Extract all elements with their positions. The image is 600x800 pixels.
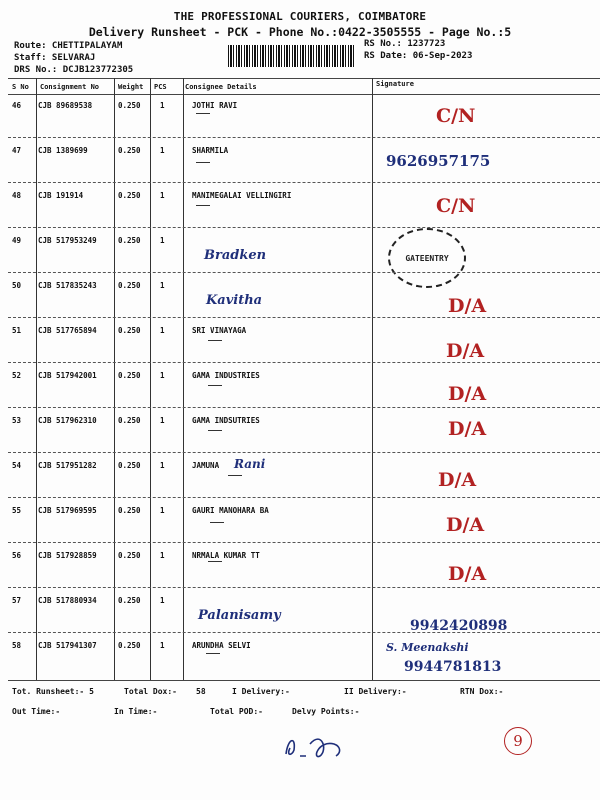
row-pcs: 1 xyxy=(160,416,165,425)
dash-mark xyxy=(208,340,222,341)
table-row xyxy=(0,185,600,230)
row-pcs: 1 xyxy=(160,236,165,245)
row-consignment: CJB 517962310 xyxy=(38,416,97,425)
row-weight: 0.250 xyxy=(118,146,141,155)
barcode xyxy=(228,45,356,67)
row-sno: 57 xyxy=(12,596,22,605)
row-weight: 0.250 xyxy=(118,326,141,335)
row-consignee: NRMALA KUMAR TT xyxy=(192,551,260,560)
handwritten-name: Rani xyxy=(234,457,266,471)
dash-mark xyxy=(208,430,222,431)
row-consignment: CJB 517835243 xyxy=(38,281,97,290)
row-sno: 52 xyxy=(12,371,22,380)
row-divider xyxy=(8,542,600,543)
table-row xyxy=(0,500,600,545)
page-number-mark: 9 xyxy=(504,727,532,755)
table-row xyxy=(0,275,600,320)
signature-mark: 9626957175 xyxy=(386,152,491,170)
table-row xyxy=(0,410,600,455)
table-row xyxy=(0,545,600,590)
row-consignee: ARUNDHA SELVI xyxy=(192,641,251,650)
header-sno: S No xyxy=(12,83,29,91)
row-consignment: CJB 89689538 xyxy=(38,101,93,110)
row-sno: 47 xyxy=(12,146,22,155)
row-sno: 54 xyxy=(12,461,22,470)
row-weight: 0.250 xyxy=(118,461,141,470)
table-row xyxy=(0,140,600,185)
row-pcs: 1 xyxy=(160,281,165,290)
signature-mark: D/A xyxy=(448,418,487,440)
row-sno: 49 xyxy=(12,236,22,245)
row-sno: 58 xyxy=(12,641,22,650)
table-bottom-border xyxy=(8,680,600,681)
table-row xyxy=(0,365,600,410)
staff-signature xyxy=(282,726,352,766)
row-pcs: 1 xyxy=(160,191,165,200)
row-sno: 48 xyxy=(12,191,22,200)
rs-number: RS No.: 1237723 xyxy=(364,39,446,49)
i-delivery: I Delivery:- xyxy=(232,687,290,696)
dash-mark xyxy=(206,653,220,654)
row-divider xyxy=(8,317,600,318)
dash-mark xyxy=(196,205,210,206)
row-pcs: 1 xyxy=(160,101,165,110)
rs-date: RS Date: 06-Sep-2023 xyxy=(364,51,473,61)
handwritten-name: Palanisamy xyxy=(198,608,281,623)
row-divider xyxy=(8,587,600,588)
tot-runsheet: Tot. Runsheet:- 5 xyxy=(12,687,94,696)
row-weight: 0.250 xyxy=(118,506,141,515)
row-consignment: CJB 191914 xyxy=(38,191,84,200)
row-divider xyxy=(8,227,600,228)
row-weight: 0.250 xyxy=(118,416,141,425)
row-divider xyxy=(8,452,600,453)
signature-mark: D/A xyxy=(448,295,487,317)
out-time: Out Time:- xyxy=(12,707,61,716)
row-consignment: CJB 1389699 xyxy=(38,146,88,155)
row-pcs: 1 xyxy=(160,461,165,470)
row-weight: 0.250 xyxy=(118,641,141,650)
row-sno: 46 xyxy=(12,101,22,110)
row-sno: 55 xyxy=(12,506,22,515)
dash-mark xyxy=(196,162,210,163)
row-weight: 0.250 xyxy=(118,551,141,560)
row-consignment: CJB 517953249 xyxy=(38,236,97,245)
header-consignee: Consignee Details xyxy=(185,83,257,91)
row-divider xyxy=(8,632,600,633)
row-consignment: CJB 517765894 xyxy=(38,326,97,335)
row-weight: 0.250 xyxy=(118,371,141,380)
signature-mark: C/N xyxy=(436,195,476,217)
signature-mark: D/A xyxy=(446,340,485,362)
row-sno: 51 xyxy=(12,326,22,335)
row-consignee: JOTHI RAVI xyxy=(192,101,238,110)
row-divider xyxy=(8,497,600,498)
row-sno: 53 xyxy=(12,416,22,425)
total-dox-value: 58 xyxy=(196,687,206,696)
row-divider xyxy=(8,182,600,183)
in-time: In Time:- xyxy=(114,707,158,716)
row-consignee: SHARMILA xyxy=(192,146,229,155)
row-weight: 0.250 xyxy=(118,281,141,290)
row-pcs: 1 xyxy=(160,146,165,155)
signature-mark: D/A xyxy=(438,469,477,491)
dash-mark xyxy=(210,522,224,523)
row-pcs: 1 xyxy=(160,326,165,335)
company-title: THE PROFESSIONAL COURIERS, COIMBATORE xyxy=(173,10,427,23)
header-consignment: Consignment No xyxy=(40,83,100,91)
stamp-text-1: GATE xyxy=(405,253,425,263)
row-sno: 50 xyxy=(12,281,22,290)
staff-label: Staff: SELVARAJ xyxy=(14,53,96,63)
row-sno: 56 xyxy=(12,551,22,560)
row-pcs: 1 xyxy=(160,506,165,515)
header-signature: Signature xyxy=(376,80,414,88)
dash-mark xyxy=(208,385,222,386)
row-pcs: 1 xyxy=(160,371,165,380)
dash-mark xyxy=(228,475,242,476)
header-pcs: PCS xyxy=(154,83,167,91)
signature-mark: D/A xyxy=(448,383,487,405)
drs-number: DRS No.: DCJB123772305 xyxy=(14,65,134,75)
row-consignment: CJB 517942001 xyxy=(38,371,97,380)
handwritten-name: S. Meenakshi xyxy=(386,641,469,654)
total-dox-label: Total Dox:- xyxy=(124,687,177,696)
row-consignee: GAMA INDUSTRIES xyxy=(192,371,260,380)
row-consignment: CJB 517928859 xyxy=(38,551,97,560)
handwritten-name: Bradken xyxy=(204,248,267,263)
row-pcs: 1 xyxy=(160,641,165,650)
row-weight: 0.250 xyxy=(118,596,141,605)
table-row xyxy=(0,95,600,140)
dash-mark xyxy=(208,561,222,562)
table-row xyxy=(0,635,600,680)
row-pcs: 1 xyxy=(160,551,165,560)
signature-mark: C/N xyxy=(436,105,476,127)
row-divider xyxy=(8,362,600,363)
delvy-points: Delvy Points:- xyxy=(292,707,360,716)
table-row xyxy=(0,230,600,275)
row-weight: 0.250 xyxy=(118,191,141,200)
runsheet-subtitle: Delivery Runsheet - PCK - Phone No.:0422-3505555 - Page No.:5 xyxy=(88,25,512,39)
row-consignment: CJB 517941307 xyxy=(38,641,97,650)
row-consignment: CJB 517969595 xyxy=(38,506,97,515)
signature-mark: D/A xyxy=(448,563,487,585)
table-row xyxy=(0,320,600,365)
dash-mark xyxy=(196,113,210,114)
header-weight: Weight xyxy=(118,83,144,91)
row-consignee: GAURI MANOHARA BA xyxy=(192,506,269,515)
row-consignee: JAMUNA xyxy=(192,461,220,470)
row-consignee: GAMA INDSUTRIES xyxy=(192,416,260,425)
table-row xyxy=(0,455,600,500)
ii-delivery: II Delivery:- xyxy=(344,687,407,696)
signature-mark: 9942420898 xyxy=(410,618,508,634)
row-consignment: CJB 517951282 xyxy=(38,461,97,470)
row-divider xyxy=(8,272,600,273)
row-divider xyxy=(8,407,600,408)
handwritten-name: Kavitha xyxy=(206,293,263,308)
rtn-dox: RTN Dox:- xyxy=(460,687,504,696)
row-pcs: 1 xyxy=(160,596,165,605)
stamp-text-2: ENTRY xyxy=(424,253,449,263)
table-row xyxy=(0,590,600,635)
row-weight: 0.250 xyxy=(118,236,141,245)
row-weight: 0.250 xyxy=(118,101,141,110)
row-consignee: SRI VINAYAGA xyxy=(192,326,247,335)
row-consignment: CJB 517880934 xyxy=(38,596,97,605)
total-pod: Total POD:- xyxy=(210,707,263,716)
signature-mark: D/A xyxy=(446,514,485,536)
route-label: Route: CHETTIPALAYAM xyxy=(14,41,123,51)
row-consignee: MANIMEGALAI VELLINGIRI xyxy=(192,191,292,200)
signature-mark: 9944781813 xyxy=(404,659,502,675)
row-divider xyxy=(8,137,600,138)
